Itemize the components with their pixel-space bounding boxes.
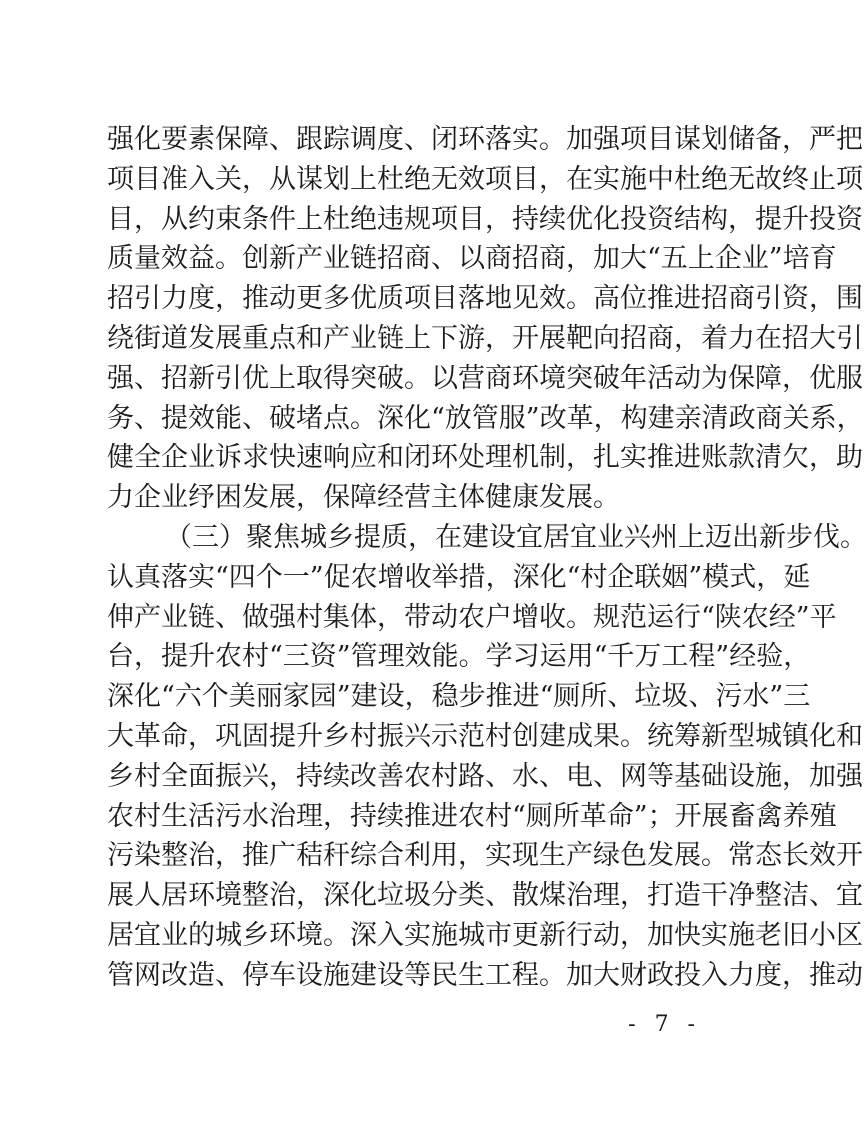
text-line: 居宜业的城乡环境。深入实施城市更新行动，加快实施老旧小区 bbox=[107, 919, 863, 951]
text-line: 认真落实“四个一”促农增收举措，深化“村企联姻”模式，延 bbox=[107, 561, 811, 593]
text-line: 管网改造、停车设施建设等民生工程。加大财政投入力度，推动 bbox=[107, 959, 863, 991]
text-line: 健全企业诉求快速响应和闭环处理机制，扎实推进账款清欠，助 bbox=[107, 442, 863, 474]
text-line: 展人居环境整治，深化垃圾分类、散煤治理，打造干净整洁、宜 bbox=[107, 880, 863, 912]
text-line: 乡村全面振兴，持续改善农村路、水、电、网等基础设施，加强 bbox=[107, 760, 863, 792]
text-line: 台，提升农村“三资”管理效能。学习运用“千万工程”经验， bbox=[107, 641, 811, 673]
text-line: 伸产业链、做强村集体，带动农户增收。规范运行“陕农经”平 bbox=[107, 601, 837, 633]
text-line: 强化要素保障、跟踪调度、闭环落实。加强项目谋划储备，严把 bbox=[107, 124, 863, 155]
page-number: - 7 - bbox=[628, 1012, 701, 1037]
text-line: 质量效益。创新产业链招商、以商招商，加大“五上企业”培育 bbox=[107, 243, 837, 275]
text-line: 招引力度，推动更多优质项目落地见效。高位推进招商引资，围 bbox=[107, 283, 863, 315]
document-body bbox=[107, 120, 867, 996]
section-heading: （三）聚焦城乡提质，在建设宜居宜业兴州上迈出新步伐。 bbox=[165, 521, 867, 553]
text-line: 目，从约束条件上杜绝违规项目，持续优化投资结构，提升投资 bbox=[107, 203, 863, 235]
text-line: 深化“六个美丽家园”建设，稳步推进“厕所、垃圾、污水”三 bbox=[107, 681, 811, 713]
text-line: 污染整治，推广秸秆综合利用，实现生产绿色发展。常态长效开 bbox=[107, 840, 863, 872]
text-line: 务、提效能、破堵点。深化“放管服”改革，构建亲清政商关系， bbox=[107, 402, 864, 434]
text-line: 力企业纾困发展，保障经营主体健康发展。 bbox=[107, 482, 620, 514]
text-line: 大革命，巩固提升乡村振兴示范村创建成果。统筹新型城镇化和 bbox=[107, 720, 863, 752]
text-line: 农村生活污水治理，持续推进农村“厕所革命”；开展畜禽养殖 bbox=[107, 800, 837, 832]
text-line: 强、招新引优上取得突破。以营商环境突破年活动为保障，优服 bbox=[107, 362, 863, 394]
text-line: 项目准入关，从谋划上杜绝无效项目，在实施中杜绝无故终止项 bbox=[107, 163, 863, 195]
text-line: 绕街道发展重点和产业链上下游，开展靶向招商，着力在招大引 bbox=[107, 322, 863, 354]
